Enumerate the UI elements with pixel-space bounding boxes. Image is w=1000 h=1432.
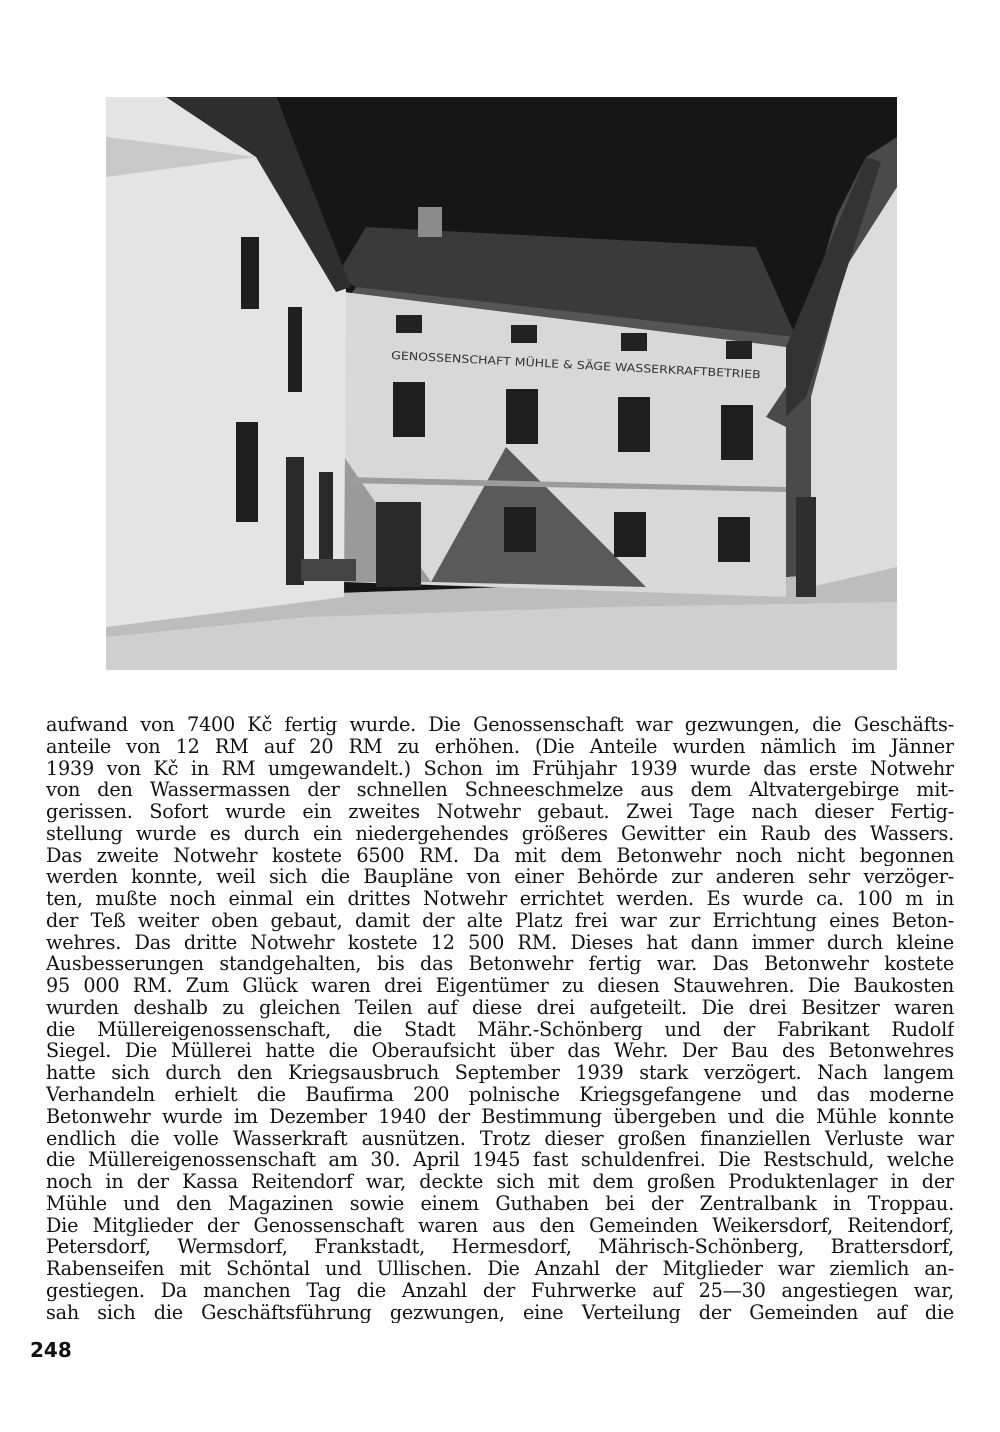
building-sign: GENOSSENSCHAFT MÜHLE & SÄGE WASSERKRAFTBETRIEB (390, 349, 716, 379)
page-number: 248 (30, 1338, 72, 1362)
text-line: Betonwehr wurde im Dezember 1940 der Bestimmung übergeben und die Mühle konnte (46, 1105, 954, 1128)
text-line: ten, mußte noch einmal ein drittes Notwehr errichtet werden. Es wurde ca. 100 m in (46, 888, 954, 910)
text-line: die Müllereigenossenschaft, die Stadt Mähr.-Schönberg und der Fabrikant Rudolf (46, 1018, 954, 1041)
mill-building-photo (106, 97, 897, 670)
text-line: der Teß weiter oben gebaut, damit der alte Platz frei war zur Errichtung eines Beton- (46, 909, 954, 932)
text-line: hatte sich durch den Kriegsausbruch September 1939 stark verzögert. Nach langem (46, 1062, 954, 1085)
text-line: Ausbesserungen standgehalten, bis das Betonwehr fertig war. Das Betonwehr kostete (46, 953, 954, 976)
text-line: Mühle und den Magazinen sowie einem Guthaben bei der Zentralbank in Troppau. (46, 1192, 954, 1215)
text-line: werden konnte, weil sich die Baupläne von einer Behörde zur anderen sehr verzöger- (46, 866, 954, 889)
text-line: Verhandeln erhielt die Baufirma 200 polnische Kriegsgefangene und das moderne (46, 1084, 954, 1106)
text-line: 95 000 RM. Zum Glück waren drei Eigentümer zu diesen Stauwehren. Die Baukosten (46, 975, 954, 997)
text-line: 1939 von Kč in RM umgewandelt.) Schon im Frühjahr 1939 wurde das erste Notwehr (46, 757, 954, 780)
text-line: Petersdorf, Wermsdorf, Frankstadt, Hermesdorf, Mährisch-Schönberg, Brattersdorf, (46, 1236, 954, 1259)
body-text (46, 714, 954, 1323)
text-line: endlich die volle Wasserkraft ausnützen. Trotz dieser großen finanziellen Verluste war (46, 1127, 954, 1150)
text-line: von den Wassermassen der schnellen Schneeschmelze aus dem Altvatergebirge mit- (46, 779, 954, 802)
text-line: Das zweite Notwehr kostete 6500 RM. Da mit dem Betonwehr noch nicht begonnen (46, 844, 954, 867)
text-line: aufwand von 7400 Kč fertig wurde. Die Genossenschaft war gezwungen, die Geschäfts- (46, 714, 954, 736)
text-line: Siegel. Die Müllerei hatte die Oberaufsicht über das Wehr. Der Bau des Betonwehres (46, 1040, 954, 1063)
text-line: sah sich die Geschäftsführung gezwungen, eine Verteilung der Gemeinden auf die (46, 1301, 954, 1324)
text-line: die Müllereigenossenschaft am 30. April 1945 fast schuldenfrei. Die Restschuld, welche (46, 1149, 954, 1172)
text-line: gerissen. Sofort wurde ein zweites Notwehr gebaut. Zwei Tage nach dieser Fertig- (46, 801, 954, 823)
text-line: anteile von 12 RM auf 20 RM zu erhöhen. (Die Anteile wurden nämlich im Jänner (46, 735, 954, 758)
text-line: Rabenseifen mit Schöntal und Ullischen. Die Anzahl der Mitglieder war ziemlich an- (46, 1258, 954, 1280)
text-line: noch in der Kassa Reitendorf war, deckte sich mit dem großen Produktenlager in der (46, 1171, 954, 1193)
text-line: Die Mitglieder der Genossenschaft waren aus den Gemeinden Weikersdorf, Reitendorf, (46, 1214, 954, 1237)
text-line: wurden deshalb zu gleichen Teilen auf diese drei aufgeteilt. Die drei Besitzer waren (46, 996, 954, 1019)
text-line: stellung wurde es durch ein niedergehendes größeres Gewitter ein Raub des Wassers. (46, 822, 954, 845)
text-line: gestiegen. Da manchen Tag die Anzahl der Fuhrwerke auf 25—30 angestiegen war, (46, 1279, 954, 1302)
text-line: wehres. Das dritte Notwehr kostete 12 500 RM. Dieses hat dann immer durch kleine (46, 931, 954, 954)
